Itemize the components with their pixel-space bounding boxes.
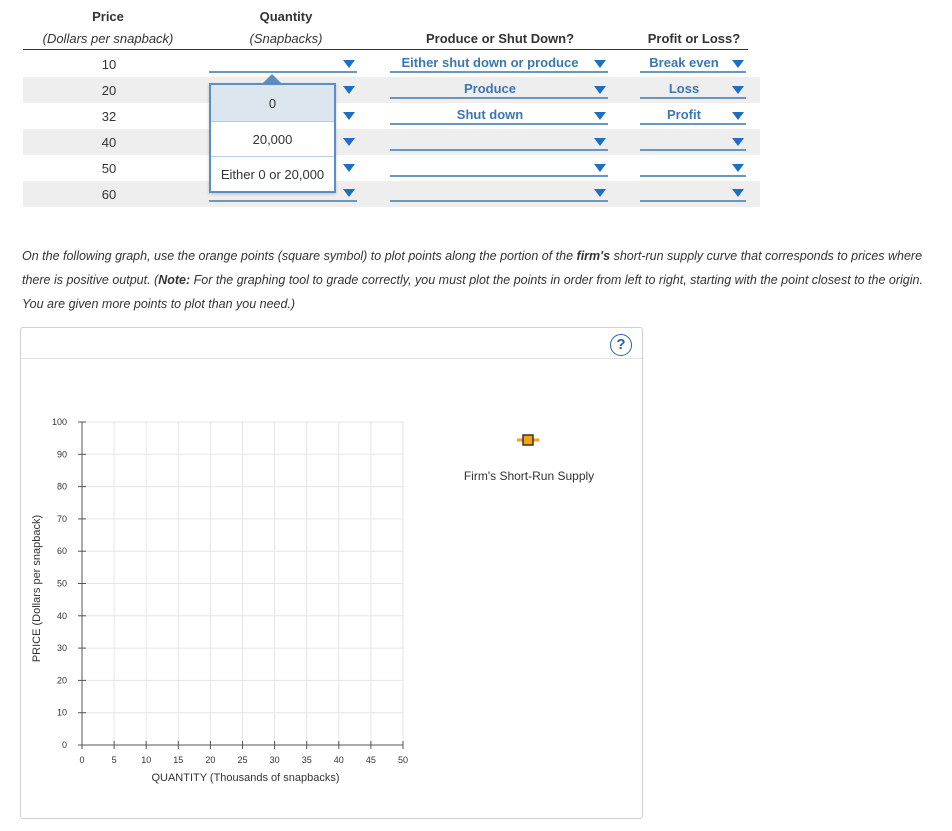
profit-dropdown-value: Break even [649,55,719,70]
price-cell: 60 [101,187,117,202]
help-icon[interactable]: ? [610,334,632,356]
dropdown-option[interactable]: 0 [211,85,334,121]
decision-dropdown[interactable] [390,184,608,202]
dropdown-underline [640,149,746,151]
y-tick-label: 10 [56,707,67,718]
chevron-down-icon [732,164,744,172]
chevron-down-icon [594,112,606,120]
decision-dropdown-value: Shut down [456,107,524,122]
quantity-subheader: (Snapbacks) [249,31,323,46]
x-axis-label: QUANTITY (Thousands of snapbacks) [151,772,340,784]
profit-dropdown[interactable] [640,159,746,177]
price-cell: 50 [101,161,117,176]
dropdown-underline [390,200,608,202]
price-subheader: (Dollars per snapback) [42,31,174,46]
chevron-down-icon [732,60,744,68]
chevron-down-icon [594,86,606,94]
dropdown-underline [390,123,608,125]
price-cell: 20 [101,83,117,98]
chevron-down-icon [343,164,355,172]
chevron-down-icon [594,60,606,68]
instructions-note-label: Note: [158,273,191,287]
instructions-part: For the graphing tool to grade correctly, you must plot the points in order from left to right, starting with the point closest to the origin. You are given more points to plot than you need.) [22,273,923,311]
decision-dropdown-value: Either shut down or produce [401,55,579,70]
graph-panel [20,327,643,819]
chevron-down-icon [732,138,744,146]
profit-header: Profit or Loss? [647,31,741,46]
price-cell: 32 [101,109,117,124]
chevron-down-icon [343,60,355,68]
x-tick-label: 0 [79,755,85,765]
y-tick-label: 20 [56,675,67,686]
x-tick-label: 35 [301,755,312,765]
chevron-down-icon [732,112,744,120]
x-tick-label: 50 [397,755,409,765]
decision-dropdown[interactable] [390,81,608,99]
dropdown-underline [640,97,746,99]
y-tick-label: 0 [61,740,67,750]
dropdown-underline [390,97,608,99]
chevron-down-icon [594,138,606,146]
profit-dropdown[interactable] [640,81,746,99]
dropdown-option[interactable]: 20,000 [252,131,293,147]
x-tick-label: 40 [333,755,344,765]
chevron-down-icon [732,189,744,197]
dropdown-underline [640,71,746,73]
decision-dropdown-value: Produce [463,81,516,96]
y-tick-label: 50 [56,578,67,589]
profit-dropdown-value: Loss [668,81,700,96]
chevron-down-icon [343,138,355,146]
dropdown-underline [640,175,746,177]
y-tick-label: 40 [56,610,67,621]
profit-dropdown[interactable] [640,55,746,73]
instructions-part: On the following graph, use the orange points (square symbol) to plot points along the portion of the [22,249,574,263]
header-divider [23,49,748,50]
quantity-dropdown[interactable] [209,55,357,73]
popup-caret [263,74,281,83]
legend-label: Firm's Short-Run Supply [463,469,595,483]
instructions-part: short-run supply curve that corresponds to prices where there is positive output. ( [22,249,923,287]
dropdown-underline [209,71,357,73]
decision-header: Produce or Shut Down? [425,31,575,46]
y-tick-label: 30 [56,643,67,654]
x-tick-label: 20 [205,755,216,765]
decision-dropdown[interactable] [390,55,608,73]
orange-square-icon[interactable] [523,435,533,445]
profit-dropdown[interactable] [640,184,746,202]
price-cell: 10 [101,57,117,72]
x-tick-label: 30 [269,755,280,765]
y-tick-label: 60 [56,546,67,557]
chevron-down-icon [594,164,606,172]
y-tick-label: 80 [56,481,67,492]
dropdown-option[interactable]: Either 0 or 20,000 [220,166,325,182]
dropdown-underline [390,149,608,151]
profit-dropdown-value: Profit [667,107,701,122]
profit-dropdown[interactable] [640,107,746,125]
profit-dropdown[interactable] [640,133,746,151]
chevron-down-icon [732,86,744,94]
chevron-down-icon [343,112,355,120]
quantity-header: Quantity [259,9,313,24]
decision-dropdown[interactable] [390,159,608,177]
decision-dropdown[interactable] [390,107,608,125]
instructions-text [22,244,932,316]
y-tick-label: 90 [56,449,67,460]
price-cell: 40 [101,135,117,150]
x-tick-label: 5 [111,755,117,765]
panel-toolbar-divider [21,358,642,359]
x-tick-label: 45 [365,755,376,765]
dropdown-underline [640,123,746,125]
chevron-down-icon [343,86,355,94]
dropdown-underline [640,200,746,202]
y-tick-label: 100 [51,417,67,427]
dropdown-underline [390,71,608,73]
instructions-emphasis: firm's [576,249,611,263]
chevron-down-icon [343,189,355,197]
x-tick-label: 15 [173,755,184,765]
dropdown-underline [209,200,357,202]
x-tick-label: 25 [237,755,248,765]
chevron-down-icon [594,189,606,197]
decision-dropdown[interactable] [390,133,608,151]
quantity-dropdown-menu [209,83,336,193]
x-tick-label: 10 [141,755,152,765]
y-tick-label: 70 [56,513,67,524]
y-axis-label: PRICE (Dollars per snapback) [31,514,43,663]
price-header: Price [92,9,124,24]
dropdown-underline [390,175,608,177]
